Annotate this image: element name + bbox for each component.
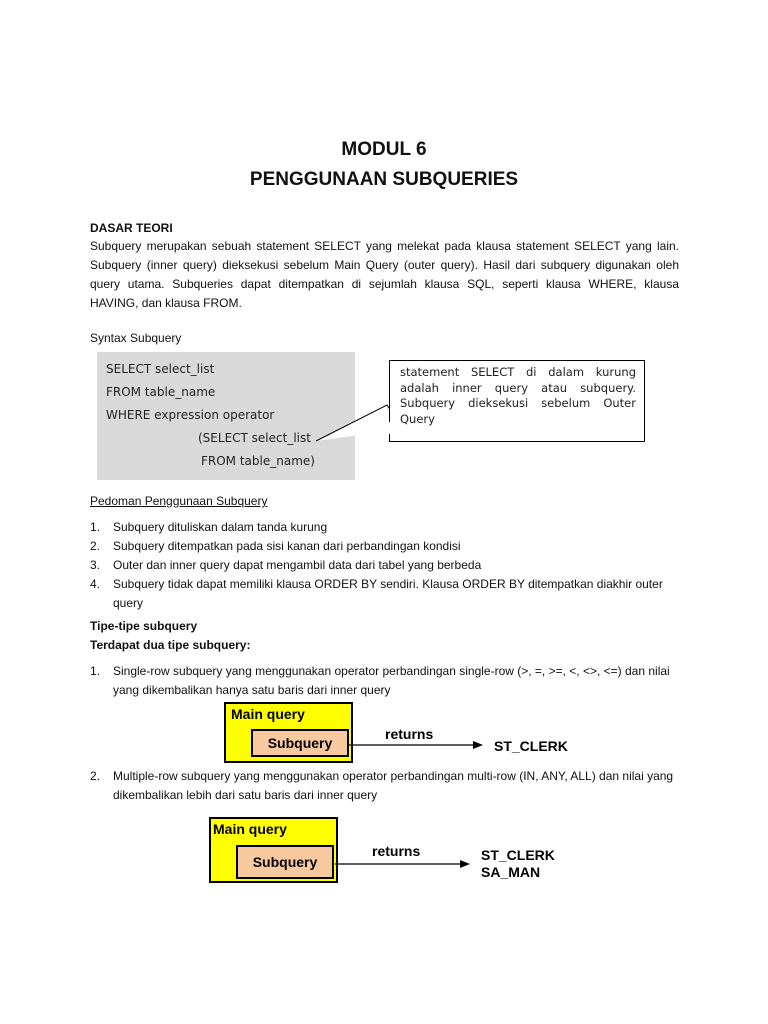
syntax-line: WHERE expression operator	[106, 408, 275, 422]
subquery-label: Subquery	[252, 854, 318, 870]
list-text: Outer dan inner query dapat mengambil data dari tabel yang berbeda	[113, 558, 482, 572]
list-number: 3.	[90, 558, 101, 572]
list-item	[90, 556, 679, 575]
section-heading-tipe: Tipe-tipe subquery	[90, 619, 198, 633]
section-heading-pedoman: Pedoman Penggunaan Subquery	[90, 494, 268, 508]
callout-box	[389, 360, 645, 442]
section-heading-syntax: Syntax Subquery	[90, 331, 182, 345]
page-title: PENGGUNAAN SUBQUERIES	[249, 169, 519, 190]
returns-arrow	[347, 738, 487, 752]
result-value: ST_CLERK	[481, 847, 555, 863]
paragraph-line: HAVING, dan klausa FROM.	[90, 296, 242, 310]
module-number: MODUL 6	[341, 139, 427, 160]
list-item	[90, 575, 679, 613]
syntax-line: FROM table_name)	[201, 454, 315, 468]
list-item	[90, 767, 679, 805]
result-value: SA_MAN	[481, 864, 541, 880]
syntax-line: SELECT select_list	[106, 362, 215, 376]
paragraph-dasar-teori	[90, 237, 679, 313]
list-text: Single-row subquery yang menggunakan operator perbandingan single-row (>, =, >=, <, <>, <=) dan nilai yang dikembalikan hanya satu baris dari inner query	[113, 664, 670, 697]
list-number: 2.	[90, 769, 101, 783]
main-query-label: Main query	[213, 821, 287, 837]
list-text: Multiple-row subquery yang menggunakan operator perbandingan multi-row (IN, ANY, ALL) dan nilai yang dikembalikan lebih dari satu baris dari inner query	[113, 769, 674, 802]
main-query-box	[209, 817, 338, 883]
syntax-line: (SELECT select_list	[198, 431, 311, 445]
paragraph-line: Subquery (inner query) dieksekusi sebelum Main Query (outer query). Hasil dari subquery digunakan oleh	[90, 258, 679, 272]
list-item	[90, 537, 679, 556]
paragraph-line: query utama. Subqueries dapat ditempatkan di sejumlah klausa SQL, seperti klausa WHERE, klausa	[90, 277, 679, 291]
list-text: Subquery ditempatkan pada sisi kanan dari perbandingan kondisi	[113, 539, 461, 553]
paragraph-line: Subquery merupakan sebuah statement SELECT yang melekat pada klausa statement SELECT yang lain.	[90, 239, 679, 253]
list-number: 2.	[90, 539, 101, 553]
returns-label: returns	[372, 843, 421, 859]
list-item	[90, 518, 679, 537]
result-value: ST_CLERK	[494, 738, 568, 754]
subquery-box	[251, 729, 349, 757]
syntax-line: FROM table_name	[106, 385, 216, 399]
section-heading-dasar-teori: DASAR TEORI	[90, 221, 173, 235]
main-query-box	[224, 702, 353, 763]
section-subheading-tipe: Terdapat dua tipe subquery:	[90, 638, 251, 652]
list-number: 1.	[90, 664, 101, 678]
list-number: 4.	[90, 577, 101, 591]
returns-label: returns	[385, 726, 434, 742]
subquery-label: Subquery	[267, 735, 333, 751]
list-item	[90, 662, 679, 700]
returns-arrow	[335, 857, 475, 871]
callout-text: statement SELECT di dalam kurung adalah inner query atau subquery. Subquery dieksekusi sebelum Outer Query	[400, 365, 636, 426]
list-text: Subquery tidak dapat memiliki klausa ORDER BY sendiri. Klausa ORDER BY ditempatkan diakhir outer query	[113, 577, 663, 610]
callout-joint	[389, 422, 390, 434]
main-query-label: Main query	[231, 706, 305, 722]
list-text: Subquery dituliskan dalam tanda kurung	[113, 520, 328, 534]
subquery-box	[236, 845, 334, 879]
list-number: 1.	[90, 520, 101, 534]
